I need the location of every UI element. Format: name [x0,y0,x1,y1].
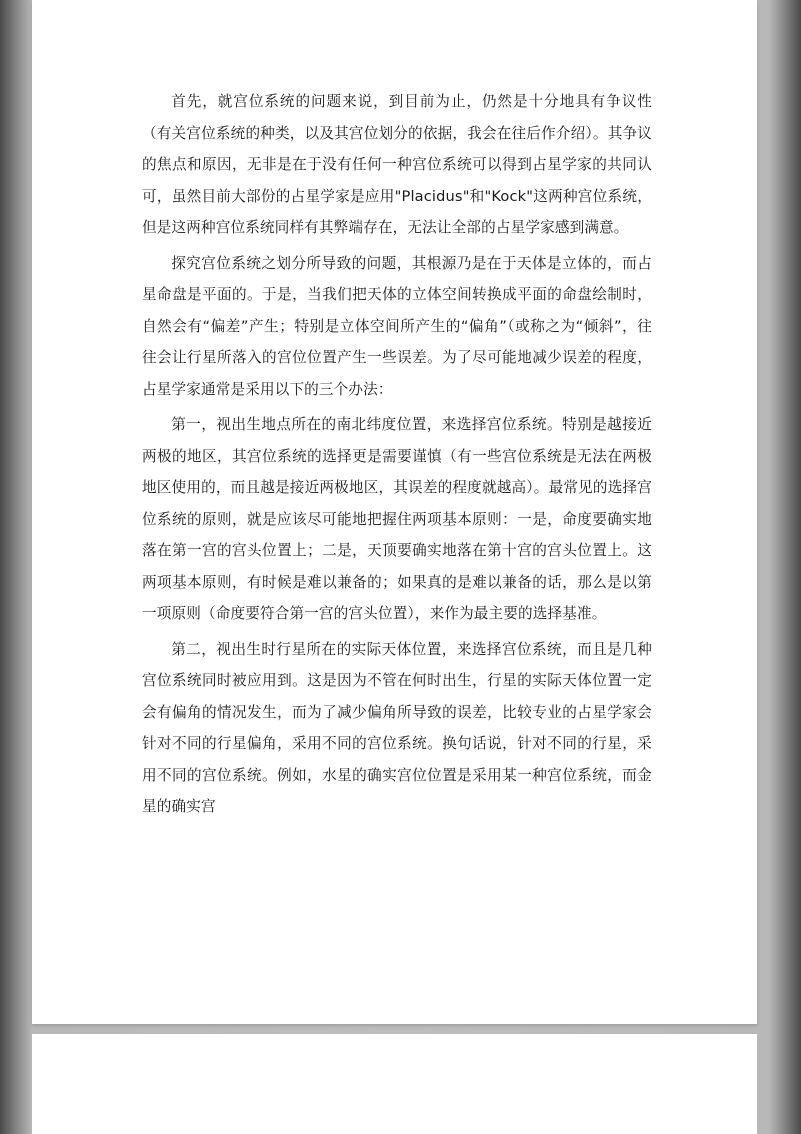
paragraph-4: 第二，视出生时行星所在的实际天体位置，来选择宫位系统，而且是几种宫位系统同时被应用到。这是因为不管在何时出生，行星的实际天体位置一定会有偏角的情况发生，而为了减少偏角所导致的误差，比较专业的占星学家会针对不同的行星偏角，采用不同的宫位系统。换句话说，针对不同的行星，采用不同的宫位系统。例如，水星的确实宫位位置是采用某一种宫位系统，而金星的确实宫 [142,640,652,815]
page-text [142,86,652,827]
next-page [32,1034,757,1134]
document-page [32,0,757,1024]
paragraph-1: 首先，就宫位系统的问题来说，到目前为止，仍然是十分地具有争议性（有关宫位系统的种类，以及其宫位划分的依据，我会在往后作介绍）。其争议的焦点和原因，无非是在于没有任何一种宫位系统可以得到占星学家的共同认可，虽然目前大部份的占星学家是应用"Placidus"和"Kock"这两种宫位系统，但是这两种宫位系统同样有其弊端存在，无法让全部的占星学家感到满意。 [142,93,652,236]
paragraph-2: 探究宫位系统之划分所导致的问题，其根源乃是在于天体是立体的，而占星命盘是平面的。于是，当我们把天体的立体空间转换成平面的命盘绘制时，自然会有“偏差”产生；特别是立体空间所产生的“偏角”（或称之为“倾斜”，往往会让行星所落入的宫位位置产生一些误差。为了尽可能地减少误差的程度，占星学家通常是采用以下的三个办法： [142,254,652,398]
paragraph-3: 第一，视出生地点所在的南北纬度位置，来选择宫位系统。特别是越接近两极的地区，其宫位系统的选择更是需要谨慎（有一些宫位系统是无法在两极地区使用的，而且越是接近两极地区，其误差的程度就越高）。最常见的选择宫位系统的原则，就是应该尽可能地把握住两项基本原则：一是，命度要确实地落在第一宫的宫头位置上；二是，天顶要确实地落在第十宫的宫头位置上。这两项基本原则，有时候是难以兼备的；如果真的是难以兼备的话，那么是以第一项原则（命度要符合第一宫的宫头位置），来作为最主要的选择基准。 [142,416,652,622]
